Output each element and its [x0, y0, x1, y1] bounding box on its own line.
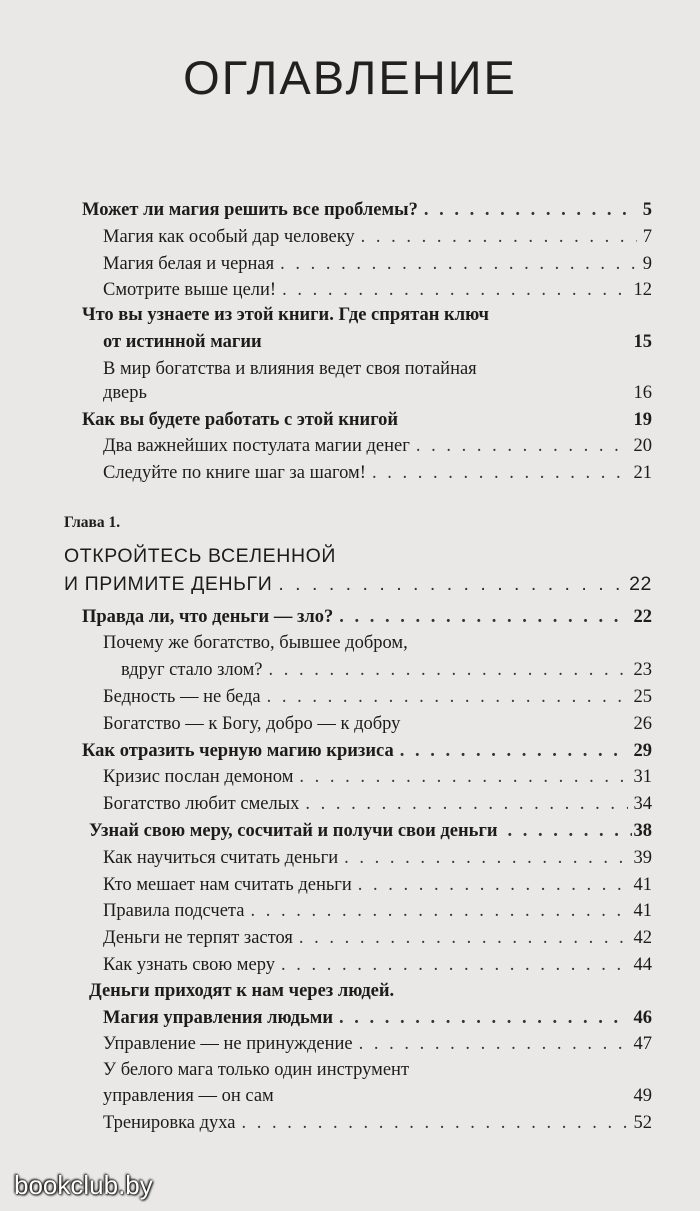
toc-entry: Управление — не принуждение . . . 47	[103, 1031, 652, 1057]
toc-page-number: 39	[633, 848, 652, 868]
site-watermark: bookclub.by	[14, 1170, 153, 1200]
toc-page-number: 5	[642, 200, 652, 220]
toc-page-number: 21	[633, 463, 652, 483]
toc-entry: Может ли магия решить все проблемы? . . . 5	[82, 197, 652, 223]
toc-page-number: 23	[633, 660, 652, 680]
toc-entry: управления — он сам 49	[103, 1083, 652, 1109]
toc-entry: Деньги не терпят застоя . . . 42	[103, 925, 652, 951]
toc-entry: Магия как особый дар человеку . . . 7	[103, 224, 652, 250]
toc-entry-line: У белого мага только один инструмент	[103, 1060, 410, 1080]
toc-entry: Два важнейших постулата магии денег . . . 20	[103, 433, 652, 459]
toc-page-number: 22	[629, 573, 652, 595]
toc-entry: Как отразить черную магию кризиса . . . 29	[82, 738, 652, 764]
toc-page-number: 7	[642, 227, 652, 247]
toc-page-number: 52	[633, 1113, 652, 1133]
toc-entry: Как вы будете работать с этой книгой 19	[82, 407, 652, 433]
toc-page-number: 47	[633, 1034, 652, 1054]
toc-page-number: 19	[633, 410, 652, 430]
toc-entry: вдруг стало злом? . . . 23	[121, 657, 652, 683]
toc-page-number: 12	[633, 280, 652, 300]
toc-entry: Богатство — к Богу, добро — к добру 26	[103, 711, 652, 737]
toc-page-number: 29	[633, 741, 652, 761]
toc-page-number: 20	[633, 436, 652, 456]
toc-entry: Богатство любит смелых . . . 34	[103, 791, 652, 817]
toc-entry: Как узнать свою меру . . . 44	[103, 952, 652, 978]
toc-entry: Узнай свою меру, сосчитай и получи свои деньги . . . 38	[89, 818, 652, 844]
toc-entry: Кризис послан демоном . . . 31	[103, 764, 652, 790]
toc-entry: И ПРИМИТЕ ДЕНЬГИ . . . 22	[64, 571, 652, 597]
page-title: ОГЛАВЛЕНИЕ	[183, 51, 517, 104]
toc-page-number: 16	[633, 383, 652, 403]
toc-page-number: 9	[642, 254, 652, 274]
toc-entry: Как научиться считать деньги . . . 39	[103, 845, 652, 871]
toc-entry-line: Что вы узнаете из этой книги. Где спрятан ключ	[82, 305, 489, 325]
toc-entry: Магия управления людьми . . . 46	[103, 1005, 652, 1031]
toc-page-number: 41	[633, 875, 652, 895]
toc-entry: Правда ли, что деньги — зло? . . . 22	[82, 604, 652, 630]
toc-page-number: 31	[633, 767, 652, 787]
toc-page-number: 15	[633, 332, 652, 352]
toc-entry: Бедность — не беда . . . 25	[103, 684, 652, 710]
toc-page-number: 22	[633, 607, 652, 627]
toc-page-number: 25	[633, 687, 652, 707]
toc-page-number: 42	[633, 928, 652, 948]
toc-page-number: 38	[633, 821, 652, 841]
toc-page-number: 34	[633, 794, 652, 814]
toc-entry-line: В мир богатства и влияния ведет своя потайная	[103, 359, 477, 379]
toc-entry: Кто мешает нам считать деньги . . . 41	[103, 872, 652, 898]
chapter-label: Глава 1.	[64, 514, 121, 531]
toc-entry: Магия белая и черная . . . 9	[103, 251, 652, 277]
toc-entry: Следуйте по книге шаг за шагом! . . . 21	[103, 460, 652, 486]
toc-page-number: 41	[633, 901, 652, 921]
toc-page-number: 49	[633, 1086, 652, 1106]
toc-entry-heading: Деньги приходят к нам через людей.	[89, 981, 395, 1001]
toc-entry: дверь 16	[103, 380, 652, 406]
toc-entry: от истинной магии 15	[103, 329, 652, 355]
toc-entry: Правила подсчета . . . 41	[103, 898, 652, 924]
toc-entry: Смотрите выше цели! . . . 12	[103, 277, 652, 303]
toc-page-number: 26	[633, 714, 652, 734]
toc-page-number: 46	[633, 1008, 652, 1028]
toc-entry-line: Почему же богатство, бывшее добром,	[103, 633, 408, 653]
toc-page-number: 44	[633, 955, 652, 975]
toc-entry: Тренировка духа . . . 52	[103, 1110, 652, 1136]
chapter-title: ОТКРОЙТЕСЬ ВСЕЛЕННОЙ	[64, 545, 337, 567]
